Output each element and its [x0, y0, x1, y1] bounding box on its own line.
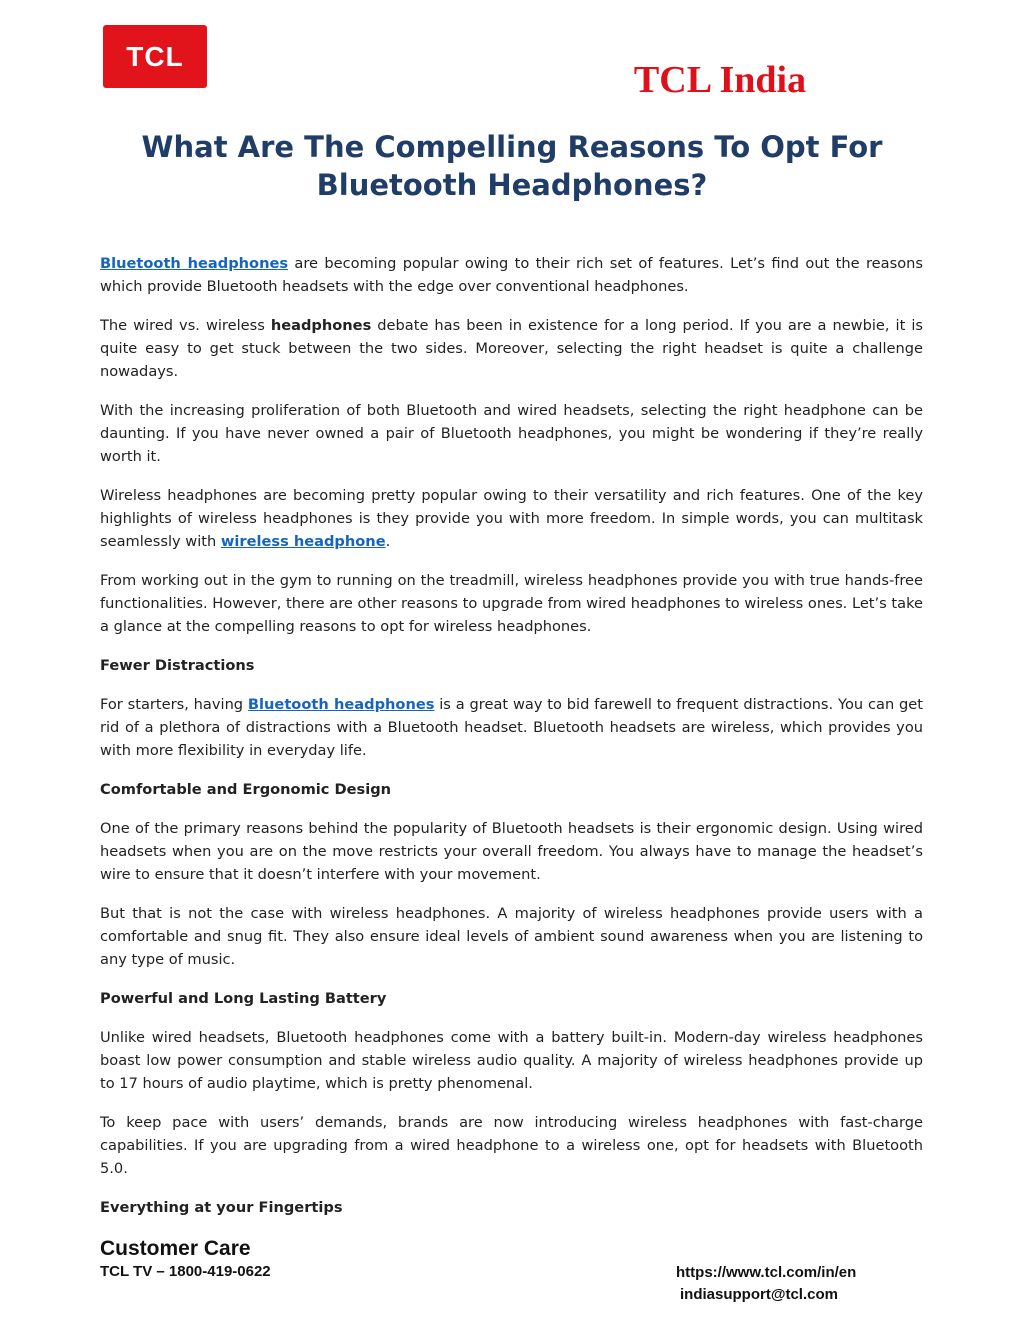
paragraph-4 — [100, 484, 923, 553]
paragraph-text: is a great way to bid farewell to frequent distractions. You can get rid of a plethora of distractions with a Bluetooth headset. Bluetooth headsets are wireless, which provides you with more flexibility in everyday life. — [100, 696, 923, 759]
section-heading-fingertips: Everything at your Fingertips — [100, 1199, 343, 1216]
paragraph-3: With the increasing proliferation of both Bluetooth and wired headsets, selecting the right headphone can be daunting. If you have never owned a pair of Bluetooth headphones, you might be wondering if they’re really worth it. — [100, 402, 923, 465]
bluetooth-headphones-link[interactable]: Bluetooth headphones — [100, 255, 289, 272]
section-heading-distractions: Fewer Distractions — [100, 657, 255, 674]
page-title: What Are The Compelling Reasons To Opt For Bluetooth Headphones? — [141, 130, 883, 202]
bluetooth-headphones-link-2[interactable]: Bluetooth headphones — [247, 696, 435, 713]
tcl-logo — [103, 25, 207, 88]
customer-care-block — [100, 1236, 271, 1282]
contact-block — [676, 1262, 856, 1306]
paragraph-text: Wireless headphones are becoming pretty popular owing to their versatility and rich features. One of the key highlights of wireless headphones is they provide you with more freedom. In simple words, you can multitask seamlessly with — [100, 487, 923, 550]
paragraph-2 — [100, 314, 923, 383]
support-email[interactable]: indiasupport@tcl.com — [680, 1286, 838, 1303]
paragraph-8: But that is not the case with wireless headphones. A majority of wireless headphones provide users with a comfortable and snug fit. They also ensure ideal levels of ambient sound awareness when you are listening to any type of music. — [100, 905, 923, 968]
paragraph-10: To keep pace with users’ demands, brands are now introducing wireless headphones with fast-charge capabilities. If you are upgrading from a wired headphone to a wireless one, opt for headsets with Bluetooth 5.0. — [100, 1114, 923, 1177]
website-link[interactable]: https://www.tcl.com/in/en — [676, 1264, 857, 1281]
paragraph-text: The wired vs. wireless — [100, 317, 271, 334]
paragraph-text: are becoming popular owing to their rich set of features. Let’s find out the reasons which provide Bluetooth headsets with the edge over conventional headphones. — [100, 255, 923, 295]
customer-care-label: Customer Care — [100, 1237, 251, 1260]
bold-term: headphones — [270, 317, 372, 334]
paragraph-text: . — [385, 533, 391, 550]
wireless-headphone-link[interactable]: wireless headphone — [220, 533, 386, 550]
section-heading-design: Comfortable and Ergonomic Design — [100, 781, 392, 798]
paragraph-text: debate has been in existence for a long period. If you are a newbie, it is quite easy to get stuck between the two sides. Moreover, selecting the right headset is quite a challenge nowadays. — [100, 317, 923, 380]
paragraph-9: Unlike wired headsets, Bluetooth headphones come with a battery built-in. Modern-day wireless headphones boast low power consumption and stable wireless audio quality. A majority of wireless headphones provide up to 17 hours of audio playtime, which is pretty phenomenal. — [100, 1029, 923, 1092]
logo-text: TCL — [126, 40, 184, 72]
paragraph-6 — [100, 693, 923, 762]
paragraph-7: One of the primary reasons behind the popularity of Bluetooth headsets is their ergonomic design. Using wired headsets when you are on the move restricts your overall freedom. You always have to manage the headset’s wire to ensure that it doesn’t interfere with your movement. — [100, 820, 923, 883]
paragraph-1 — [100, 252, 923, 298]
paragraph-5: From working out in the gym to running on the treadmill, wireless headphones provide you with true hands-free functionalities. However, there are other reasons to upgrade from wired headphones to wireless ones. Let’s take a glance at the compelling reasons to opt for wireless headphones. — [100, 572, 923, 635]
section-heading-battery: Powerful and Long Lasting Battery — [100, 990, 387, 1007]
paragraph-text: For starters, having — [100, 696, 248, 713]
article-body — [100, 252, 923, 1235]
tv-helpline: TCL TV – 1800-419-0622 — [100, 1263, 271, 1280]
brand-title: TCL India — [633, 59, 807, 101]
